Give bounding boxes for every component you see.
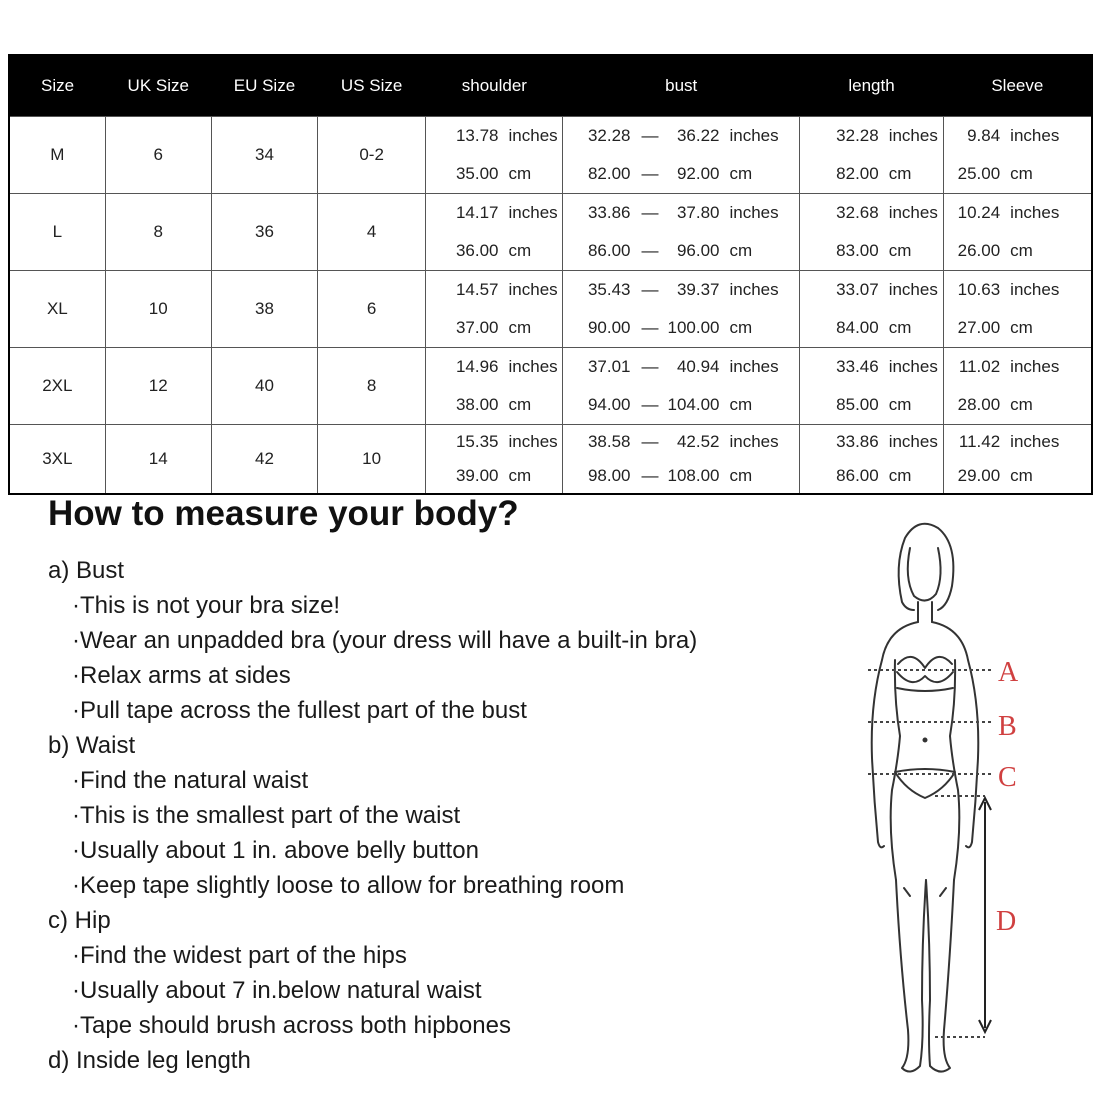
size-label: M <box>9 117 105 194</box>
right-arm-outline <box>932 622 978 847</box>
shoulder-cell <box>426 271 563 348</box>
sleeve-inches-line <box>944 194 1091 232</box>
bust-inches-line <box>563 425 798 459</box>
unit-inches: inches <box>508 126 558 145</box>
uk-size-value: 10 <box>105 271 211 348</box>
range-dash: — <box>641 241 659 260</box>
face-outline <box>908 548 941 601</box>
unit-cm: cm <box>729 466 753 485</box>
sleeve-inches-value: 9.84 <box>967 126 1001 145</box>
us-size-value: 4 <box>318 194 426 271</box>
shoulder-cell <box>426 117 563 194</box>
bust-cm-max: 96.00 <box>676 241 720 260</box>
sleeve-cm-value: 29.00 <box>957 466 1001 485</box>
sleeve-cm-line <box>944 459 1091 493</box>
shoulder-cm-value: 39.00 <box>455 466 499 485</box>
length-cm-line <box>800 309 943 347</box>
unit-inches: inches <box>888 432 938 451</box>
shoulder-cell <box>426 194 563 271</box>
shoulder-inches-value: 14.57 <box>455 280 499 299</box>
unit-inches: inches <box>888 126 938 145</box>
length-inches-line <box>800 271 943 309</box>
bust-cm-max: 100.00 <box>667 318 720 337</box>
unit-inches: inches <box>1010 357 1060 376</box>
unit-inches: inches <box>1010 280 1060 299</box>
shoulder-cm-value: 35.00 <box>455 164 499 183</box>
unit-cm: cm <box>508 241 532 260</box>
bust-inches-min: 32.28 <box>587 126 631 145</box>
sleeve-cm-value: 25.00 <box>957 164 1001 183</box>
shoulder-inches-value: 15.35 <box>455 432 499 451</box>
size-row <box>9 271 1092 348</box>
guide-item: ·Usually about 1 in. above belly button <box>72 837 479 864</box>
uk-size-value: 14 <box>105 425 211 495</box>
size-row <box>9 194 1092 271</box>
bust-inches-min: 37.01 <box>587 357 631 376</box>
unit-inches: inches <box>729 203 779 222</box>
uk-size-value: 6 <box>105 117 211 194</box>
sleeve-cm-value: 27.00 <box>957 318 1001 337</box>
guide-section-label: a) Bust <box>48 557 125 584</box>
shoulder-inches-line <box>426 271 562 309</box>
left-arm-outline <box>872 622 918 847</box>
length-cell <box>799 271 943 348</box>
us-size-value: 6 <box>318 271 426 348</box>
length-cm-value: 85.00 <box>836 395 879 414</box>
bust-cm-max: 92.00 <box>676 164 720 183</box>
guide-item: ·Pull tape across the fullest part of the bust <box>72 697 527 724</box>
sleeve-cm-value: 28.00 <box>957 395 1001 414</box>
unit-cm: cm <box>888 318 912 337</box>
sleeve-inches-line <box>944 117 1091 155</box>
unit-cm: cm <box>729 395 753 414</box>
eu-size-value: 34 <box>211 117 317 194</box>
bust-inches-line <box>563 117 798 155</box>
eu-size-value: 40 <box>211 348 317 425</box>
range-dash: — <box>641 164 659 183</box>
guide-item: ·This is the smallest part of the waist <box>72 802 461 829</box>
shoulder-inches-value: 14.96 <box>455 357 499 376</box>
bust-cm-line <box>563 386 798 424</box>
size-label: 2XL <box>9 348 105 425</box>
size-row <box>9 117 1092 194</box>
shoulder-inches-value: 13.78 <box>455 126 499 145</box>
unit-cm: cm <box>508 395 532 414</box>
bust-inches-max: 42.52 <box>676 432 720 451</box>
bust-cell <box>563 271 799 348</box>
size-row <box>9 425 1092 495</box>
sleeve-inches-value: 10.63 <box>957 280 1001 299</box>
bust-cell <box>563 117 799 194</box>
left-leg-outline <box>896 880 926 1072</box>
length-inches-line <box>800 194 943 232</box>
unit-cm: cm <box>888 164 912 183</box>
shoulder-inches-line <box>426 348 562 386</box>
us-size-value: 8 <box>318 348 426 425</box>
shoulder-cm-value: 38.00 <box>455 395 499 414</box>
range-dash: — <box>641 432 659 451</box>
header-size: Size <box>9 55 105 117</box>
bust-inches-max: 39.37 <box>676 280 720 299</box>
uk-size-value: 12 <box>105 348 211 425</box>
sleeve-inches-line <box>944 271 1091 309</box>
guide-section-label: d) Inside leg length <box>48 1047 251 1074</box>
shoulder-inches-line <box>426 194 562 232</box>
length-inches-value: 33.07 <box>836 280 879 299</box>
length-cm-value: 82.00 <box>836 164 879 183</box>
bust-cm-max: 108.00 <box>667 466 720 485</box>
length-cm-line <box>800 232 943 270</box>
sleeve-cm-line <box>944 309 1091 347</box>
unit-cm: cm <box>888 395 912 414</box>
length-cm-value: 84.00 <box>836 318 879 337</box>
unit-cm: cm <box>888 466 912 485</box>
unit-inches: inches <box>729 357 779 376</box>
us-size-value: 0-2 <box>318 117 426 194</box>
sleeve-cm-line <box>944 232 1091 270</box>
size-label: XL <box>9 271 105 348</box>
bust-cm-min: 82.00 <box>587 164 631 183</box>
bust-cm-line <box>563 459 798 493</box>
shoulder-cell <box>426 425 563 495</box>
unit-inches: inches <box>1010 203 1060 222</box>
bust-inches-line <box>563 348 798 386</box>
unit-cm: cm <box>729 241 753 260</box>
measure-lines <box>868 670 994 1037</box>
unit-cm: cm <box>729 318 753 337</box>
bust-inches-max: 40.94 <box>676 357 720 376</box>
bust-inches-line <box>563 271 798 309</box>
length-cm-line <box>800 459 943 493</box>
unit-cm: cm <box>888 241 912 260</box>
range-dash: — <box>641 126 659 145</box>
bust-cm-line <box>563 232 798 270</box>
size-row <box>9 348 1092 425</box>
length-cm-line <box>800 155 943 193</box>
measure-markers <box>996 657 1019 937</box>
bust-inches-min: 38.58 <box>587 432 631 451</box>
guide-item: ·Relax arms at sides <box>72 662 291 689</box>
marker-b: B <box>998 711 1017 742</box>
guide-item: ·Find the widest part of the hips <box>72 942 407 969</box>
unit-inches: inches <box>508 432 558 451</box>
header-length: length <box>799 55 943 117</box>
bra-outline <box>897 657 953 691</box>
range-dash: — <box>641 357 659 376</box>
guide-item: ·Tape should brush across both hipbones <box>72 1012 511 1039</box>
shoulder-cm-line <box>426 386 562 424</box>
guide-section-label: c) Hip <box>48 907 111 934</box>
size-label: 3XL <box>9 425 105 495</box>
length-cell <box>799 194 943 271</box>
sleeve-inches-line <box>944 348 1091 386</box>
sleeve-cell <box>944 117 1092 194</box>
length-cm-line <box>800 386 943 424</box>
measure-guide <box>48 553 808 1078</box>
navel <box>924 739 927 742</box>
sleeve-cm-line <box>944 386 1091 424</box>
size-table-header <box>9 55 1092 117</box>
bust-cm-min: 86.00 <box>587 241 631 260</box>
length-cell <box>799 117 943 194</box>
neck-outline <box>918 602 932 622</box>
sleeve-cell <box>944 425 1092 495</box>
sleeve-cm-line <box>944 155 1091 193</box>
bust-cm-min: 94.00 <box>587 395 631 414</box>
marker-a: A <box>998 657 1019 688</box>
guide-item: ·This is not your bra size! <box>72 592 341 619</box>
unit-cm: cm <box>508 164 532 183</box>
sleeve-inches-value: 11.42 <box>958 432 1001 451</box>
bust-inches-max: 36.22 <box>676 126 720 145</box>
eu-size-value: 38 <box>211 271 317 348</box>
unit-inches: inches <box>729 126 779 145</box>
bust-inches-max: 37.80 <box>676 203 720 222</box>
guide-item: ·Usually about 7 in.below natural waist <box>72 977 482 1004</box>
guide-item: ·Keep tape slightly loose to allow for breathing room <box>72 872 625 899</box>
shoulder-inches-line <box>426 117 562 155</box>
guide-title: How to measure your body? <box>48 494 519 533</box>
unit-inches: inches <box>1010 126 1060 145</box>
sleeve-cell <box>944 271 1092 348</box>
length-cm-value: 83.00 <box>836 241 879 260</box>
shoulder-cm-value: 37.00 <box>455 318 499 337</box>
unit-inches: inches <box>729 280 779 299</box>
shoulder-cell <box>426 348 563 425</box>
right-leg-outline <box>926 880 954 1072</box>
marker-c: C <box>998 762 1017 793</box>
bust-cm-min: 90.00 <box>587 318 631 337</box>
unit-cm: cm <box>1010 241 1033 260</box>
shoulder-cm-line <box>426 309 562 347</box>
sleeve-inches-value: 10.24 <box>957 203 1001 222</box>
range-dash: — <box>641 318 659 337</box>
length-inches-value: 32.68 <box>836 203 879 222</box>
length-cm-value: 86.00 <box>836 466 879 485</box>
shoulder-cm-line <box>426 459 562 493</box>
shoulder-cm-value: 36.00 <box>455 241 499 260</box>
unit-inches: inches <box>729 432 779 451</box>
bust-cm-min: 98.00 <box>587 466 631 485</box>
header-sleeve: Sleeve <box>944 55 1092 117</box>
shoulder-cm-line <box>426 232 562 270</box>
sleeve-inches-value: 11.02 <box>958 357 1001 376</box>
body-measurement-figure <box>850 515 1050 1080</box>
unit-inches: inches <box>508 357 558 376</box>
size-label: L <box>9 194 105 271</box>
length-inches-line <box>800 117 943 155</box>
header-uk-size: UK Size <box>105 55 211 117</box>
unit-inches: inches <box>508 280 558 299</box>
bust-cm-line <box>563 309 798 347</box>
unit-cm: cm <box>1010 164 1033 183</box>
marker-d: D <box>996 906 1017 937</box>
range-dash: — <box>641 280 659 299</box>
bust-inches-line <box>563 194 798 232</box>
sleeve-cell <box>944 194 1092 271</box>
header-eu-size: EU Size <box>211 55 317 117</box>
length-inches-value: 33.86 <box>836 432 879 451</box>
length-inches-value: 32.28 <box>836 126 879 145</box>
sleeve-cm-value: 26.00 <box>957 241 1001 260</box>
header-shoulder: shoulder <box>426 55 563 117</box>
uk-size-value: 8 <box>105 194 211 271</box>
unit-cm: cm <box>729 164 753 183</box>
guide-item: ·Wear an unpadded bra (your dress will have a built-in bra) <box>72 627 698 654</box>
length-cell <box>799 425 943 495</box>
length-inches-line <box>800 425 943 459</box>
body-outline <box>872 524 979 1072</box>
shoulder-cm-line <box>426 155 562 193</box>
bust-inches-min: 35.43 <box>587 280 631 299</box>
bust-cm-line <box>563 155 798 193</box>
unit-cm: cm <box>508 466 532 485</box>
guide-item: ·Find the natural waist <box>72 767 309 794</box>
size-chart-table <box>8 54 1093 495</box>
bust-cm-max: 104.00 <box>667 395 720 414</box>
sleeve-cell <box>944 348 1092 425</box>
unit-cm: cm <box>1010 318 1033 337</box>
unit-cm: cm <box>1010 466 1033 485</box>
unit-inches: inches <box>888 280 938 299</box>
us-size-value: 10 <box>318 425 426 495</box>
header-us-size: US Size <box>318 55 426 117</box>
range-dash: — <box>641 466 659 485</box>
sleeve-inches-line <box>944 425 1091 459</box>
unit-cm: cm <box>1010 395 1033 414</box>
unit-inches: inches <box>888 357 938 376</box>
unit-inches: inches <box>888 203 938 222</box>
unit-inches: inches <box>1010 432 1060 451</box>
bust-cell <box>563 348 799 425</box>
range-dash: — <box>641 395 659 414</box>
bust-cell <box>563 425 799 495</box>
shoulder-inches-value: 14.17 <box>455 203 499 222</box>
bust-inches-min: 33.86 <box>587 203 631 222</box>
range-dash: — <box>641 203 659 222</box>
eu-size-value: 36 <box>211 194 317 271</box>
unit-inches: inches <box>508 203 558 222</box>
length-inches-value: 33.46 <box>836 357 879 376</box>
eu-size-value: 42 <box>211 425 317 495</box>
shoulder-inches-line <box>426 425 562 459</box>
length-cell <box>799 348 943 425</box>
unit-cm: cm <box>508 318 532 337</box>
guide-section-label: b) Waist <box>48 732 136 759</box>
bust-cell <box>563 194 799 271</box>
length-inches-line <box>800 348 943 386</box>
header-bust: bust <box>563 55 799 117</box>
